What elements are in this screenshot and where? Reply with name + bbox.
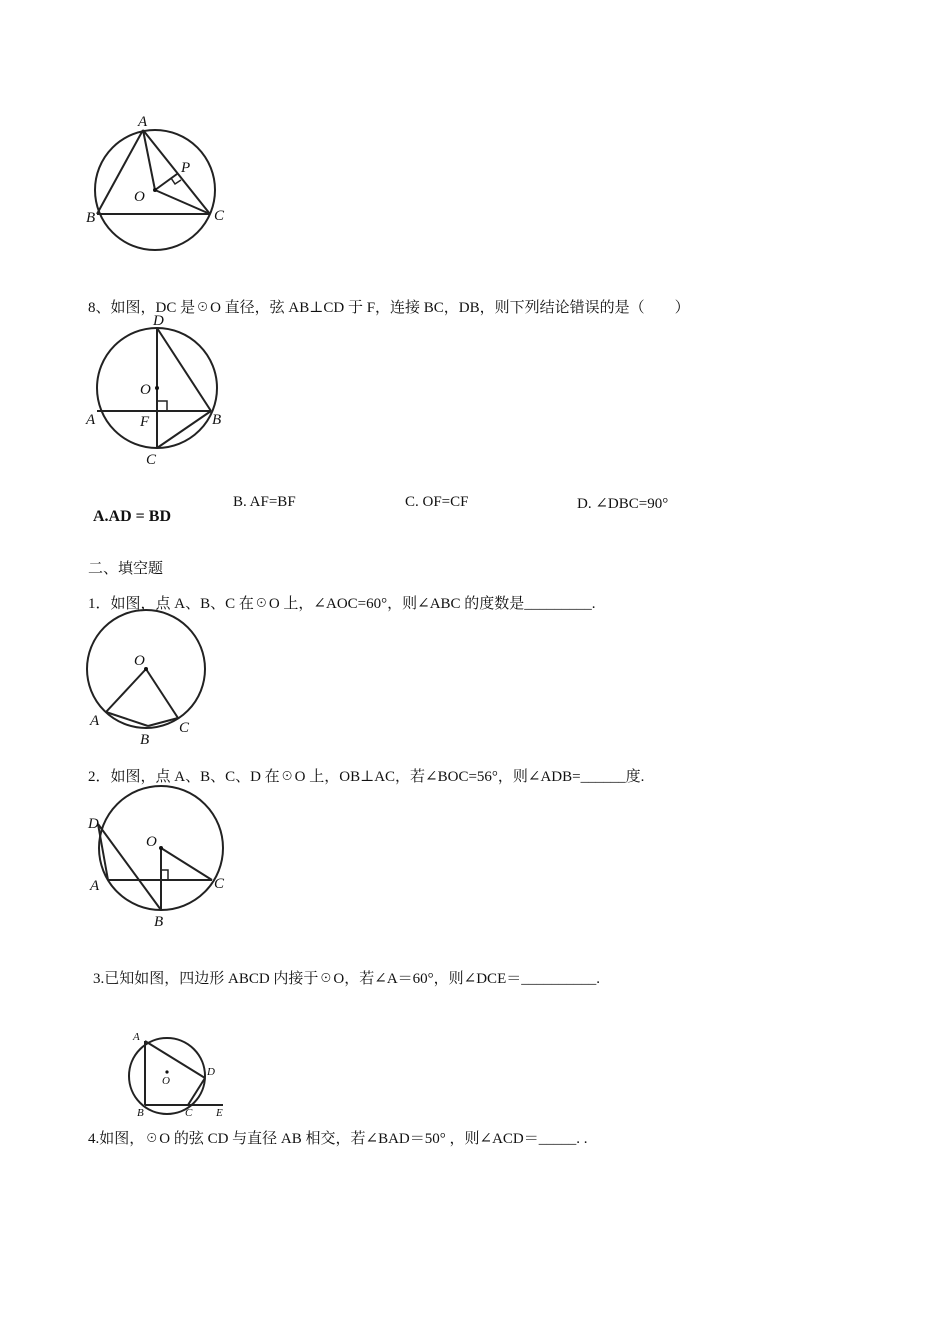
label-a: A <box>90 713 100 729</box>
fill-question-4-text: 4.如图，☉O 的弦 CD 与直径 AB 相交，若∠BAD＝50° ，则∠ACD＝_____. . <box>88 1131 588 1147</box>
figure-q8-circle <box>82 308 242 468</box>
option-d: D. ∠DBC=90° <box>577 496 669 512</box>
figure-f1-circle <box>82 608 222 748</box>
figure-triangle-abc-circle <box>80 108 240 258</box>
option-b: B. AF=BF <box>233 494 296 510</box>
label-c: C <box>214 208 225 224</box>
label-f: F <box>140 414 150 430</box>
label-a: A <box>90 878 100 894</box>
label-o: O <box>140 382 151 398</box>
label-d: D <box>153 313 164 329</box>
figure-f3-circle <box>125 1028 235 1118</box>
question-8-text: 8、如图，DC 是☉O 直径，弦 AB⊥CD 于 F，连接 BC，DB，则下列结论错误的是（ ） <box>88 300 690 316</box>
label-a: A <box>86 412 96 428</box>
label-o: O <box>146 834 157 850</box>
label-b: B <box>86 210 96 226</box>
label-e: E <box>216 1107 223 1118</box>
option-c: C. OF=CF <box>405 494 469 510</box>
figure-f2-circle <box>82 780 242 930</box>
section-heading: 二、填空题 <box>88 559 164 577</box>
fill-question-1-text: 1．如图，点 A、B、C 在☉O 上，∠AOC=60°，则∠ABC 的度数是_________. <box>88 596 596 612</box>
label-o: O <box>134 189 145 205</box>
label-b: B <box>137 1107 144 1118</box>
label-b: B <box>154 914 164 930</box>
fill-question-2-text: 2．如图，点 A、B、C、D 在☉O 上，OB⊥AC，若∠BOC=56°，则∠ADB=______度. <box>88 769 645 785</box>
fill-question-3-text: 3.已知如图，四边形 ABCD 内接于☉O，若∠A＝60°，则∠DCE＝__________. <box>93 971 600 987</box>
label-c: C <box>179 720 190 736</box>
label-a: A <box>138 114 148 130</box>
label-b: B <box>212 412 222 428</box>
label-b: B <box>140 732 150 748</box>
label-c: C <box>185 1107 193 1118</box>
label-o: O <box>162 1075 170 1087</box>
label-p: P <box>181 160 191 176</box>
label-d: D <box>207 1066 215 1078</box>
label-c: C <box>214 876 225 892</box>
label-d: D <box>88 816 99 832</box>
label-o: O <box>134 653 145 669</box>
option-a: A.AD = BD <box>93 508 172 525</box>
label-c: C <box>146 452 157 468</box>
label-a: A <box>133 1031 140 1043</box>
